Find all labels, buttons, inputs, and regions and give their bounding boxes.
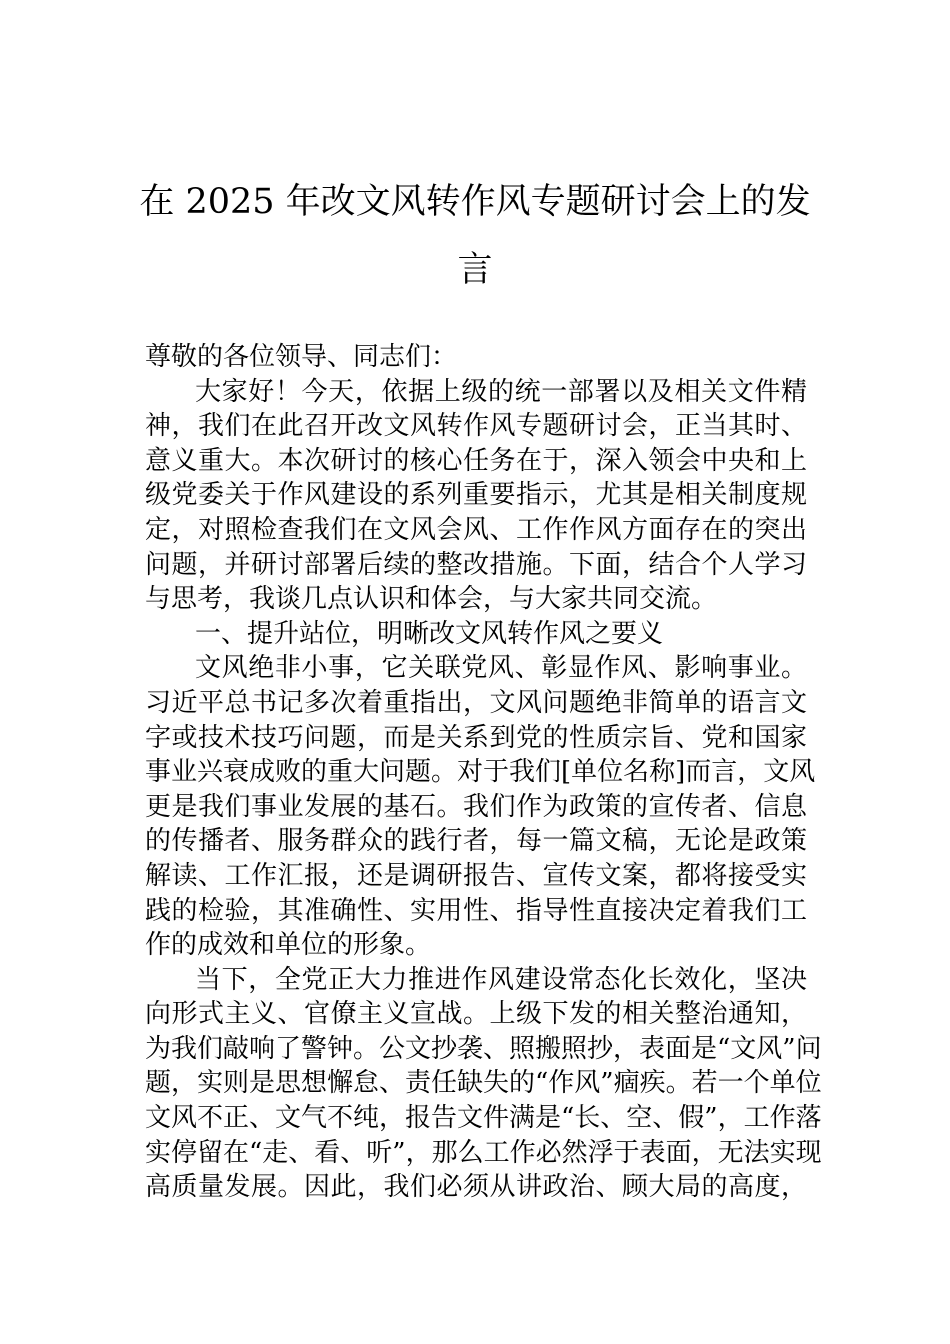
salutation: 尊敬的各位领导、同志们： <box>145 342 458 372</box>
text-line: 题，实则是思想懈怠、责任缺失的“作风”痼疾。若一个单位 <box>145 1068 822 1099</box>
text-line: 高质量发展。因此，我们必须从讲政治、顾大局的高度， <box>145 1172 807 1203</box>
text-line: 习近平总书记多次着重指出，文风问题绝非简单的语言文 <box>145 687 807 718</box>
text-line: 向形式主义、官僚主义宣战。上级下发的相关整治通知， <box>145 999 807 1030</box>
text-line: 践的检验，其准确性、实用性、指导性直接决定着我们工 <box>145 895 807 926</box>
document-title-line-1: 在 2025 年改文风转作风专题研讨会上的发 <box>139 182 811 222</box>
text-line: 文风不正、文气不纯，报告文件满是“长、空、假”，工作落 <box>145 1103 822 1134</box>
text-line: 级党委关于作风建设的系列重要指示，尤其是相关制度规 <box>145 480 807 511</box>
paragraph <box>145 375 807 617</box>
text-line: 事业兴衰成败的重大问题。对于我们[单位名称]而言，文风 <box>145 757 816 788</box>
document-title-line-2: 言 <box>457 250 493 290</box>
text-line: 实停留在“走、看、听”，那么工作必然浮于表面，无法实现 <box>145 1137 822 1168</box>
text-line: 当下，全党正大力推进作风建设常态化长效化，坚决 <box>195 964 807 995</box>
text-line: 作的成效和单位的形象。 <box>145 930 432 961</box>
text-line: 意义重大。本次研讨的核心任务在于，深入领会中央和上 <box>145 445 807 476</box>
section-heading <box>145 617 807 652</box>
text-line: 更是我们事业发展的基石。我们作为政策的宣传者、信息 <box>145 791 807 822</box>
text-line: 解读、工作汇报，还是调研报告、宣传文案，都将接受实 <box>145 860 807 891</box>
text-line: 大家好！今天，依据上级的统一部署以及相关文件精 <box>195 376 807 407</box>
text-line: 的传播者、服务群众的践行者，每一篇文稿，无论是政策 <box>145 826 807 857</box>
text-line: 字或技术技巧问题，而是关系到党的性质宗旨、党和国家 <box>145 722 807 753</box>
document-body <box>145 340 822 1205</box>
text-line: 神，我们在此召开改文风转作风专题研讨会，正当其时、 <box>145 411 807 442</box>
text-line: 为我们敲响了警钟。公文抄袭、照搬照抄，表面是“文风”问 <box>145 1033 822 1064</box>
text-line: 与思考，我谈几点认识和体会，与大家共同交流。 <box>145 584 718 615</box>
text-line: 文风绝非小事，它关联党风、彰显作风、影响事业。 <box>195 653 807 684</box>
paragraph <box>145 651 816 962</box>
text-line: 一、提升站位，明晰改文风转作风之要义 <box>195 618 664 649</box>
text-line: 问题，并研讨部署后续的整改措施。下面，结合个人学习 <box>145 549 807 580</box>
paragraph <box>145 963 822 1205</box>
text-line: 定，对照检查我们在文风会风、工作作风方面存在的突出 <box>145 514 807 545</box>
